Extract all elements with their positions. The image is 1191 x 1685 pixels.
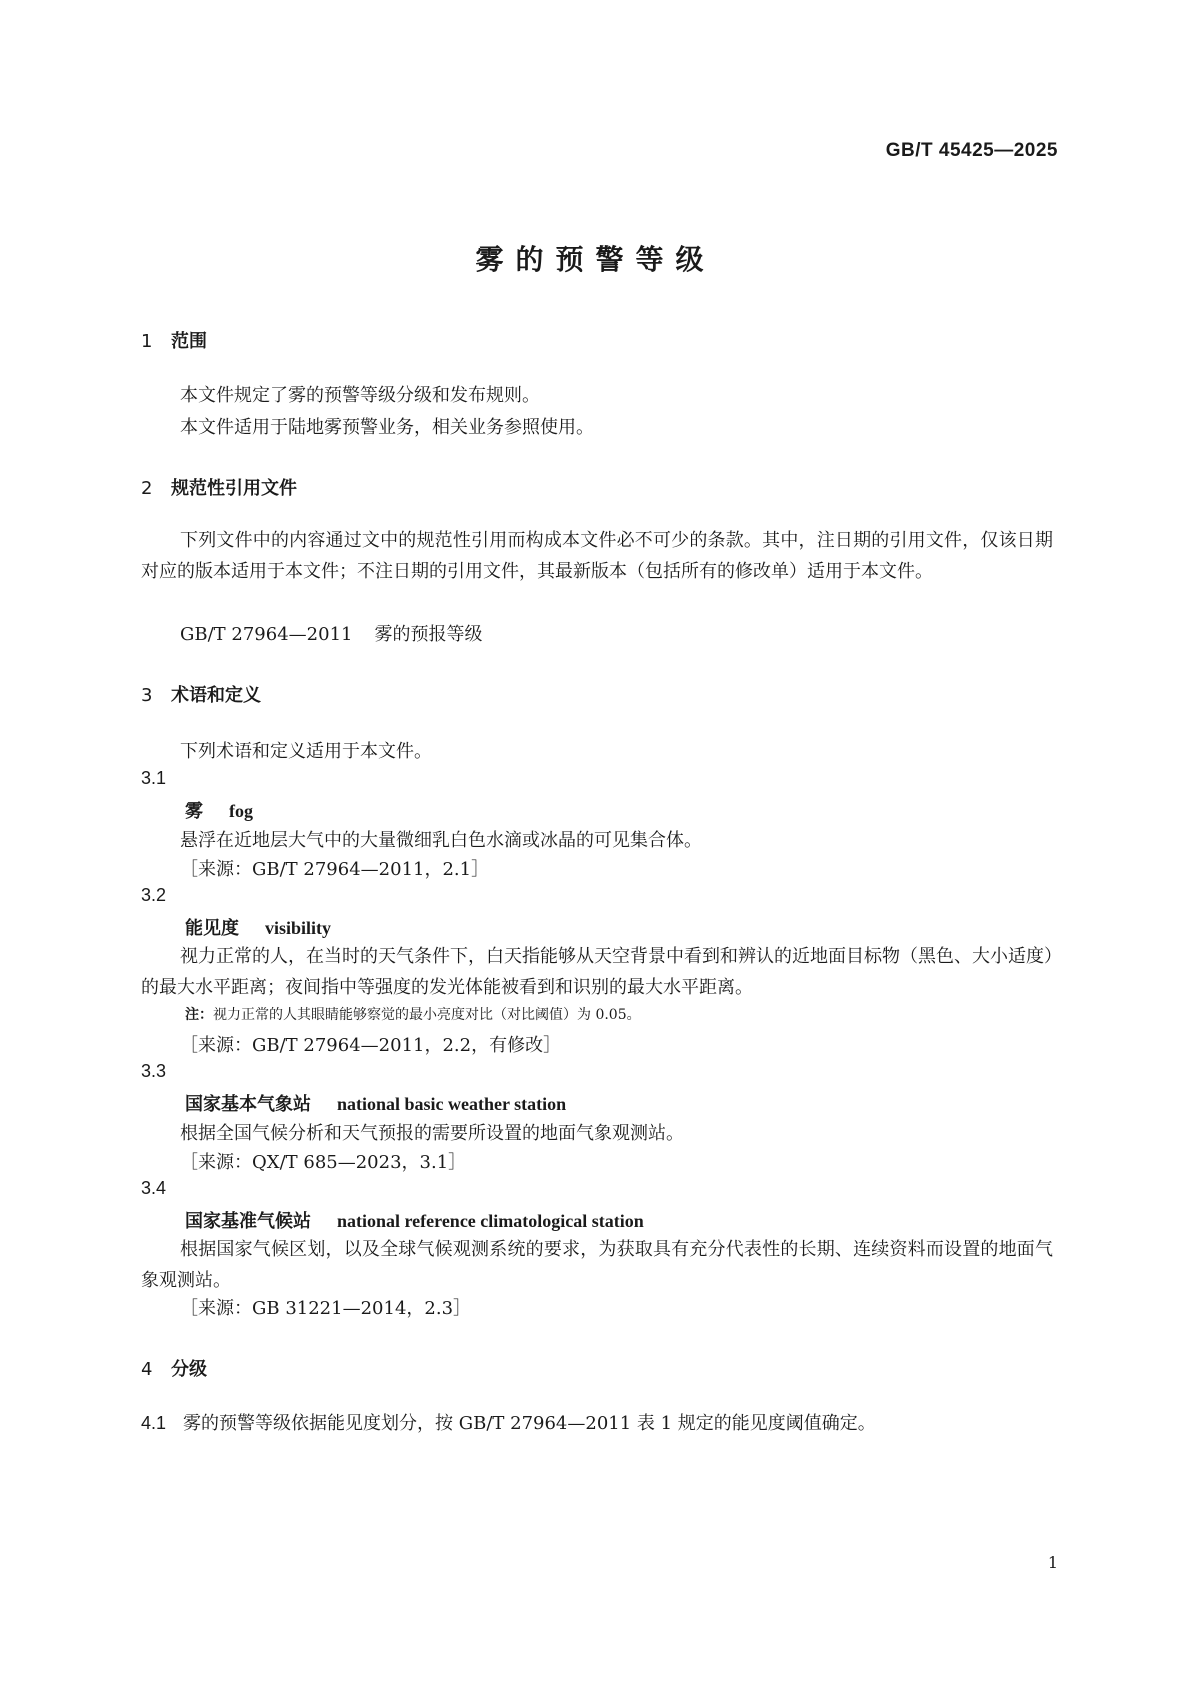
reference-entry [180, 620, 482, 646]
term-definition: 视力正常的人，在当时的天气条件下，白天指能够从天空背景中看到和辨认的近地面目标物（黑色、大小适度）的最大水平距离；夜间指中等强度的发光体能被看到和识别的最大水平距离。 [141, 946, 1053, 998]
term-source: ［来源：GB/T 27964—2011，2.2，有修改］ [180, 1035, 562, 1056]
term-heading [185, 914, 331, 940]
term-source: ［来源：GB 31221—2014，2.3］ [180, 1298, 472, 1319]
reference-code: GB/T 27964—2011 [180, 624, 353, 645]
term-zh: 国家基本气象站 [185, 1094, 311, 1115]
term-heading [185, 797, 253, 823]
term-definition: 悬浮在近地层大气中的大量微细乳白色水滴或冰晶的可见集合体。 [180, 830, 702, 851]
term-source: ［来源：GB/T 27964—2011，2.1］ [180, 859, 490, 880]
clause-number: 4.1 [141, 1413, 167, 1433]
section-number: 1 [141, 331, 153, 352]
term-number: 3.4 [141, 1178, 167, 1198]
term-en: national reference climatological station [337, 1211, 644, 1231]
section-title: 规范性引用文件 [171, 478, 297, 499]
term-note [185, 1004, 641, 1024]
normative-references-paragraph: 下列文件中的内容通过文中的规范性引用而构成本文件必不可少的条款。其中，注日期的引用文件，仅该日期对应的版本适用于本文件；不注日期的引用文件，其最新版本（包括所有的修改单）适用于本文件。 [141, 530, 1053, 582]
clause-text: 雾的预警等级依据能见度划分，按 GB/T 27964—2011 表 1 规定的能见度阈值确定。 [183, 1413, 876, 1434]
note-label: 注： [185, 1007, 213, 1023]
term-heading [185, 1090, 566, 1116]
section-2-heading [141, 474, 297, 500]
section-title: 范围 [171, 331, 207, 352]
section-title: 术语和定义 [171, 685, 261, 706]
section-1-heading [141, 327, 207, 353]
section-4-heading [141, 1355, 207, 1381]
document-title: 雾的预警等级 [475, 243, 716, 276]
standard-number: GB/T 45425—2025 [885, 140, 1058, 161]
scope-paragraph-2: 本文件适用于陆地雾预警业务，相关业务参照使用。 [180, 417, 594, 438]
term-source: ［来源：QX/T 685—2023，3.1］ [180, 1152, 467, 1173]
term-number: 3.2 [141, 885, 167, 905]
scope-paragraph-1: 本文件规定了雾的预警等级分级和发布规则。 [180, 385, 540, 406]
term-number: 3.3 [141, 1061, 167, 1081]
clause-4-1 [141, 1409, 876, 1435]
section-3-heading [141, 681, 261, 707]
term-en: national basic weather station [337, 1094, 567, 1114]
note-text: 视力正常的人其眼睛能够察觉的最小亮度对比（对比阈值）为 0.05。 [213, 1007, 641, 1023]
term-en: visibility [265, 918, 332, 938]
term-zh: 能见度 [185, 918, 239, 939]
term-en: fog [229, 801, 253, 821]
terms-intro: 下列术语和定义适用于本文件。 [180, 741, 432, 762]
term-zh: 国家基准气候站 [185, 1211, 311, 1232]
section-number: 4 [141, 1359, 153, 1380]
term-definition: 根据国家气候区划，以及全球气候观测系统的要求，为获取具有充分代表性的长期、连续资料而设置的地面气象观测站。 [141, 1239, 1053, 1291]
page-number: 1 [1047, 1553, 1058, 1572]
term-zh: 雾 [185, 801, 203, 822]
term-definition: 根据全国气候分析和天气预报的需要所设置的地面气象观测站。 [180, 1123, 684, 1144]
term-number: 3.1 [141, 768, 167, 788]
section-number: 3 [141, 685, 153, 706]
reference-title: 雾的预报等级 [374, 624, 483, 645]
term-heading [185, 1207, 644, 1233]
section-title: 分级 [171, 1359, 207, 1380]
section-number: 2 [141, 478, 153, 499]
